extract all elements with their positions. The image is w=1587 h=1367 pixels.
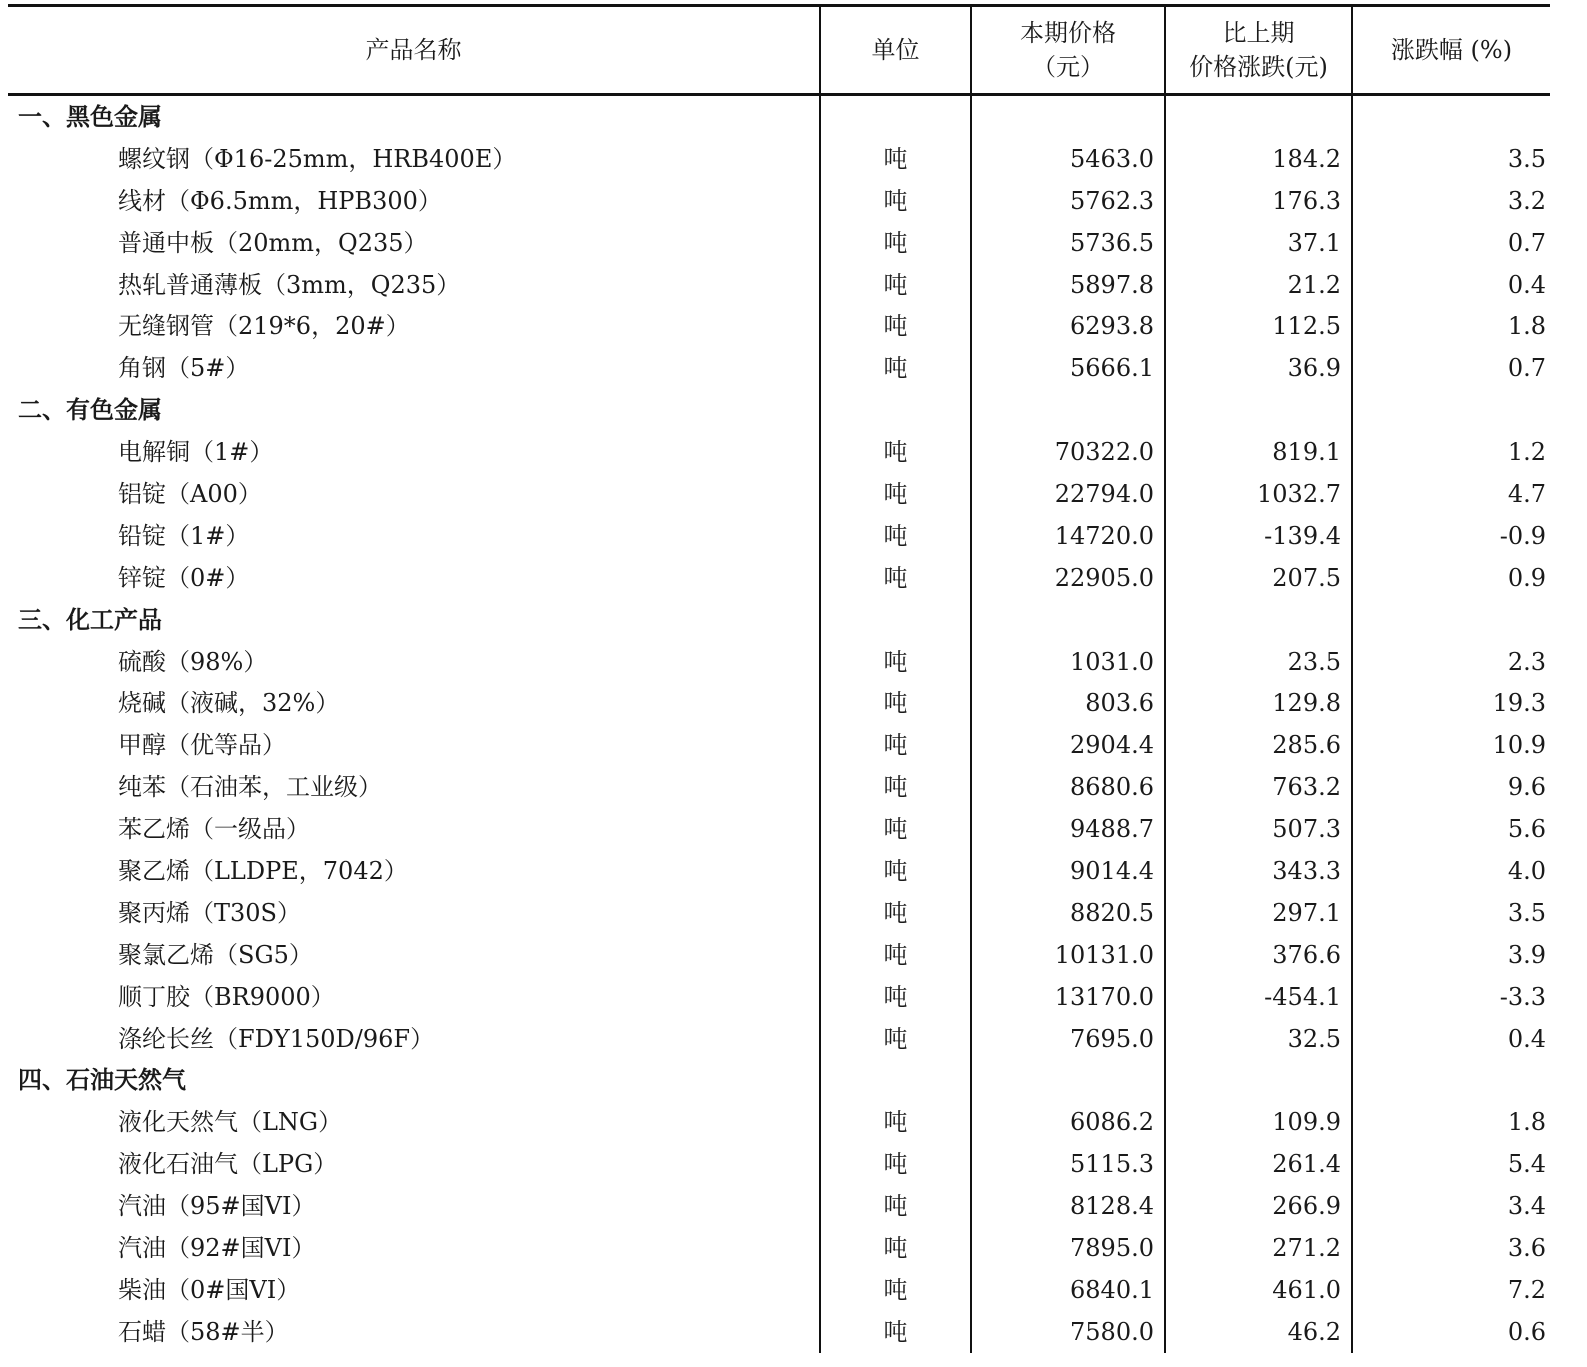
table-body xyxy=(8,95,1550,1353)
unit-cell xyxy=(820,389,971,431)
table-row xyxy=(8,431,1550,473)
unit-cell: 吨 xyxy=(820,934,971,976)
change-cell: 261.4 xyxy=(1165,1143,1352,1185)
header-price-change-line2: 价格涨跌(元) xyxy=(1189,53,1328,81)
table-row xyxy=(8,892,1550,934)
category-row xyxy=(8,599,1550,641)
category-name: 一、黑色金属 xyxy=(18,101,162,131)
percent-cell: 0.7 xyxy=(1352,347,1550,389)
unit-cell: 吨 xyxy=(820,850,971,892)
product-name: 液化天然气（LNG） xyxy=(118,1108,343,1137)
price-table xyxy=(8,4,1550,1353)
table-row xyxy=(8,850,1550,892)
change-cell: 297.1 xyxy=(1165,892,1352,934)
table-row xyxy=(8,1269,1550,1311)
price-cell xyxy=(971,599,1165,641)
unit-cell: 吨 xyxy=(820,808,971,850)
table-row xyxy=(8,1018,1550,1060)
unit-cell: 吨 xyxy=(820,1185,971,1227)
percent-cell: 3.2 xyxy=(1352,180,1550,222)
unit-cell: 吨 xyxy=(820,641,971,683)
change-cell: 184.2 xyxy=(1165,138,1352,180)
change-cell: 112.5 xyxy=(1165,305,1352,347)
price-cell: 5762.3 xyxy=(971,180,1165,222)
product-name: 汽油（92#国VI） xyxy=(118,1233,316,1262)
change-cell: 376.6 xyxy=(1165,934,1352,976)
header-current-price-line2: （元） xyxy=(1032,53,1104,81)
table-row xyxy=(8,473,1550,515)
unit-cell: 吨 xyxy=(820,766,971,808)
table-row xyxy=(8,515,1550,557)
price-cell: 6293.8 xyxy=(971,305,1165,347)
table-row xyxy=(8,138,1550,180)
table-row xyxy=(8,1101,1550,1143)
percent-cell: 5.6 xyxy=(1352,808,1550,850)
change-cell: -139.4 xyxy=(1165,515,1352,557)
percent-cell: 5.4 xyxy=(1352,1143,1550,1185)
price-cell: 6840.1 xyxy=(971,1269,1165,1311)
unit-cell: 吨 xyxy=(820,473,971,515)
unit-cell: 吨 xyxy=(820,1018,971,1060)
percent-cell: 0.7 xyxy=(1352,222,1550,264)
price-cell: 8680.6 xyxy=(971,766,1165,808)
product-name: 苯乙烯（一级品） xyxy=(118,815,310,844)
percent-cell: 3.9 xyxy=(1352,934,1550,976)
percent-cell: 7.2 xyxy=(1352,1269,1550,1311)
price-cell xyxy=(971,95,1165,138)
table-row xyxy=(8,1227,1550,1269)
category-name: 三、化工产品 xyxy=(18,604,162,634)
price-cell: 2904.4 xyxy=(971,724,1165,766)
product-name: 聚丙烯（T30S） xyxy=(118,898,301,927)
change-cell: 763.2 xyxy=(1165,766,1352,808)
product-name: 涤纶长丝（FDY150D/96F） xyxy=(118,1024,435,1053)
unit-cell: 吨 xyxy=(820,682,971,724)
table-row xyxy=(8,808,1550,850)
unit-cell: 吨 xyxy=(820,976,971,1018)
unit-cell: 吨 xyxy=(820,180,971,222)
product-name: 柴油（0#国VI） xyxy=(118,1275,301,1304)
price-cell: 13170.0 xyxy=(971,976,1165,1018)
change-cell xyxy=(1165,599,1352,641)
percent-cell: 1.8 xyxy=(1352,305,1550,347)
unit-cell: 吨 xyxy=(820,1143,971,1185)
unit-cell: 吨 xyxy=(820,138,971,180)
change-cell: 819.1 xyxy=(1165,431,1352,473)
price-cell: 803.6 xyxy=(971,682,1165,724)
change-cell: 343.3 xyxy=(1165,850,1352,892)
table-row xyxy=(8,1185,1550,1227)
percent-cell: 10.9 xyxy=(1352,724,1550,766)
product-name: 烧碱（液碱，32%） xyxy=(118,689,340,718)
category-name: 四、石油天然气 xyxy=(18,1065,186,1095)
unit-cell: 吨 xyxy=(820,222,971,264)
percent-cell xyxy=(1352,1059,1550,1101)
change-cell: 36.9 xyxy=(1165,347,1352,389)
price-cell: 7895.0 xyxy=(971,1227,1165,1269)
table-row xyxy=(8,976,1550,1018)
percent-cell: 3.6 xyxy=(1352,1227,1550,1269)
change-cell: 23.5 xyxy=(1165,641,1352,683)
unit-cell: 吨 xyxy=(820,1227,971,1269)
product-name: 无缝钢管（219*6，20#） xyxy=(118,312,410,341)
unit-cell: 吨 xyxy=(820,264,971,306)
change-cell: 461.0 xyxy=(1165,1269,1352,1311)
price-cell: 9014.4 xyxy=(971,850,1165,892)
price-cell: 8820.5 xyxy=(971,892,1165,934)
product-name: 铅锭（1#） xyxy=(118,521,250,550)
unit-cell: 吨 xyxy=(820,1311,971,1353)
table-row xyxy=(8,222,1550,264)
percent-cell: -3.3 xyxy=(1352,976,1550,1018)
change-cell: 271.2 xyxy=(1165,1227,1352,1269)
price-cell: 7580.0 xyxy=(971,1311,1165,1353)
table-row xyxy=(8,641,1550,683)
change-cell: 21.2 xyxy=(1165,264,1352,306)
price-cell: 1031.0 xyxy=(971,641,1165,683)
price-cell: 10131.0 xyxy=(971,934,1165,976)
percent-cell: 9.6 xyxy=(1352,766,1550,808)
category-row xyxy=(8,95,1550,138)
unit-cell: 吨 xyxy=(820,724,971,766)
product-name: 硫酸（98%） xyxy=(118,647,268,676)
percent-cell: 3.5 xyxy=(1352,138,1550,180)
percent-cell: 4.7 xyxy=(1352,473,1550,515)
header-row xyxy=(8,6,1550,95)
change-cell: 266.9 xyxy=(1165,1185,1352,1227)
percent-cell: 19.3 xyxy=(1352,682,1550,724)
price-cell: 14720.0 xyxy=(971,515,1165,557)
percent-cell: 1.8 xyxy=(1352,1101,1550,1143)
price-cell xyxy=(971,1059,1165,1101)
table-row xyxy=(8,1143,1550,1185)
product-name: 角钢（5#） xyxy=(118,354,250,383)
table-row xyxy=(8,305,1550,347)
table-row xyxy=(8,724,1550,766)
header-unit: 单位 xyxy=(820,6,971,95)
table-row xyxy=(8,264,1550,306)
table-row xyxy=(8,766,1550,808)
product-name: 顺丁胶（BR9000） xyxy=(118,982,335,1011)
price-cell: 9488.7 xyxy=(971,808,1165,850)
price-cell: 6086.2 xyxy=(971,1101,1165,1143)
percent-cell: 1.2 xyxy=(1352,431,1550,473)
change-cell: 507.3 xyxy=(1165,808,1352,850)
percent-cell: 0.4 xyxy=(1352,1018,1550,1060)
table-header xyxy=(8,6,1550,95)
percent-cell xyxy=(1352,599,1550,641)
percent-cell: 4.0 xyxy=(1352,850,1550,892)
header-current-price-line1: 本期价格 xyxy=(1020,19,1116,47)
change-cell xyxy=(1165,1059,1352,1101)
header-change-percent: 涨跌幅 (%) xyxy=(1352,6,1550,95)
unit-cell xyxy=(820,95,971,138)
product-name: 纯苯（石油苯，工业级） xyxy=(118,773,382,802)
price-cell: 5115.3 xyxy=(971,1143,1165,1185)
change-cell: 37.1 xyxy=(1165,222,1352,264)
change-cell: 32.5 xyxy=(1165,1018,1352,1060)
percent-cell: 3.5 xyxy=(1352,892,1550,934)
category-name: 二、有色金属 xyxy=(18,395,162,425)
price-cell: 5736.5 xyxy=(971,222,1165,264)
change-cell: 176.3 xyxy=(1165,180,1352,222)
price-cell: 22794.0 xyxy=(971,473,1165,515)
table-row xyxy=(8,180,1550,222)
price-cell: 7695.0 xyxy=(971,1018,1165,1060)
unit-cell: 吨 xyxy=(820,515,971,557)
change-cell: 46.2 xyxy=(1165,1311,1352,1353)
price-cell: 22905.0 xyxy=(971,557,1165,599)
price-cell: 5897.8 xyxy=(971,264,1165,306)
unit-cell: 吨 xyxy=(820,557,971,599)
percent-cell xyxy=(1352,389,1550,431)
product-name: 锌锭（0#） xyxy=(118,563,250,592)
table-row xyxy=(8,557,1550,599)
product-name: 热轧普通薄板（3mm，Q235） xyxy=(118,270,461,299)
table-row xyxy=(8,934,1550,976)
percent-cell: 2.3 xyxy=(1352,641,1550,683)
percent-cell: 0.6 xyxy=(1352,1311,1550,1353)
price-cell: 5463.0 xyxy=(971,138,1165,180)
unit-cell xyxy=(820,1059,971,1101)
unit-cell: 吨 xyxy=(820,305,971,347)
product-name: 汽油（95#国VI） xyxy=(118,1192,316,1221)
price-cell: 8128.4 xyxy=(971,1185,1165,1227)
product-name: 液化石油气（LPG） xyxy=(118,1150,338,1179)
product-name: 聚乙烯（LLDPE，7042） xyxy=(118,856,408,885)
product-name: 聚氯乙烯（SG5） xyxy=(118,940,313,969)
product-name: 电解铜（1#） xyxy=(118,438,274,467)
percent-cell: 0.9 xyxy=(1352,557,1550,599)
price-cell xyxy=(971,389,1165,431)
change-cell xyxy=(1165,95,1352,138)
product-name: 铝锭（A00） xyxy=(118,479,262,508)
table-row xyxy=(8,1311,1550,1353)
change-cell: -454.1 xyxy=(1165,976,1352,1018)
change-cell: 207.5 xyxy=(1165,557,1352,599)
price-cell: 5666.1 xyxy=(971,347,1165,389)
price-cell: 70322.0 xyxy=(971,431,1165,473)
product-name: 甲醇（优等品） xyxy=(118,731,286,760)
category-row xyxy=(8,1059,1550,1101)
percent-cell: 0.4 xyxy=(1352,264,1550,306)
unit-cell: 吨 xyxy=(820,1101,971,1143)
percent-cell: -0.9 xyxy=(1352,515,1550,557)
unit-cell: 吨 xyxy=(820,431,971,473)
change-cell xyxy=(1165,389,1352,431)
product-name: 普通中板（20mm，Q235） xyxy=(118,228,428,257)
change-cell: 1032.7 xyxy=(1165,473,1352,515)
change-cell: 285.6 xyxy=(1165,724,1352,766)
percent-cell: 3.4 xyxy=(1352,1185,1550,1227)
product-name: 石蜡（58#半） xyxy=(118,1317,289,1346)
product-name: 螺纹钢（Φ16-25mm，HRB400E） xyxy=(118,144,517,173)
unit-cell: 吨 xyxy=(820,347,971,389)
unit-cell: 吨 xyxy=(820,892,971,934)
header-price-change-line1: 比上期 xyxy=(1222,19,1295,47)
unit-cell: 吨 xyxy=(820,1269,971,1311)
header-product-name: 产品名称 xyxy=(8,6,820,95)
table-row xyxy=(8,682,1550,724)
header-current-price xyxy=(971,6,1165,95)
header-price-change xyxy=(1165,6,1352,95)
unit-cell xyxy=(820,599,971,641)
percent-cell xyxy=(1352,95,1550,138)
change-cell: 129.8 xyxy=(1165,682,1352,724)
category-row xyxy=(8,389,1550,431)
product-name: 线材（Φ6.5mm，HPB300） xyxy=(118,186,442,215)
change-cell: 109.9 xyxy=(1165,1101,1352,1143)
table-row xyxy=(8,347,1550,389)
